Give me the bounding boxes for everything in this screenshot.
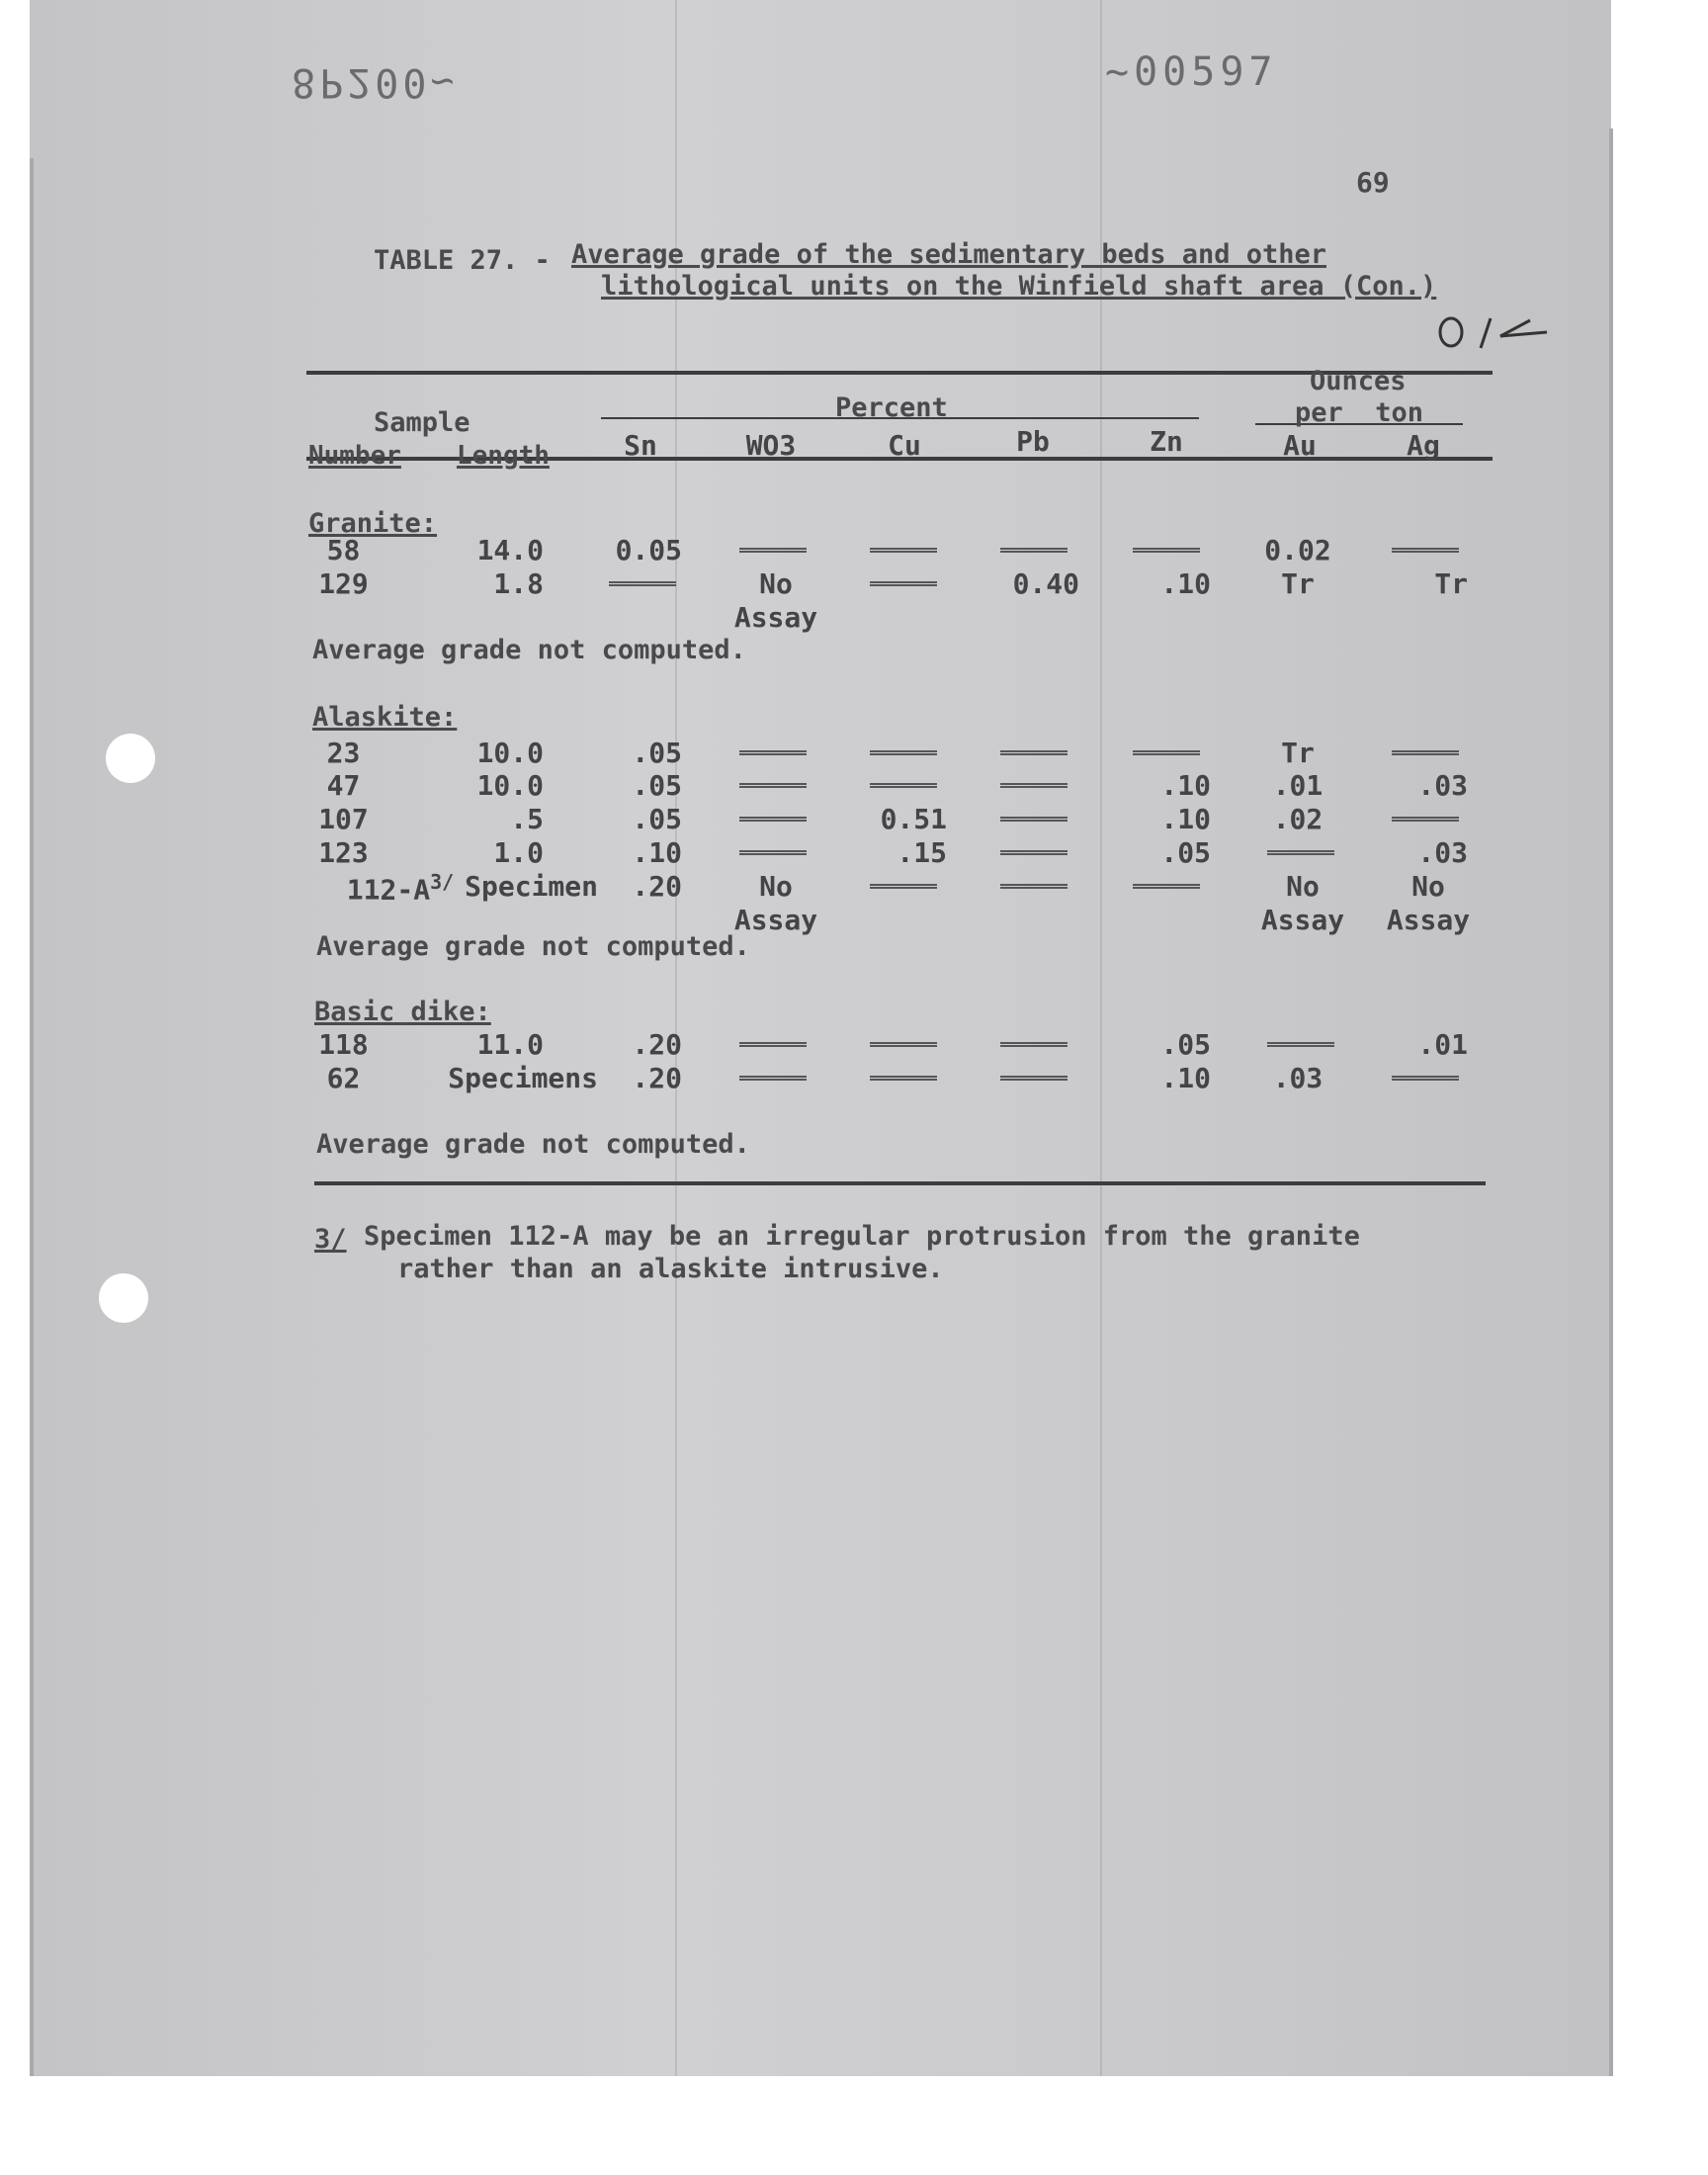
cell-sn: 0.05 xyxy=(615,534,682,566)
section-title-basic-dike: Basic dike: xyxy=(314,997,491,1027)
cell-sn: .20 xyxy=(632,1062,682,1094)
empty-dash-au xyxy=(1267,850,1334,855)
empty-dash-pb xyxy=(1000,1042,1068,1047)
note-basic-dike: Average grade not computed. xyxy=(316,1129,750,1160)
header-ounces: Ounces xyxy=(1310,366,1407,396)
cell-au: .03 xyxy=(1272,1062,1324,1094)
empty-dash-pb xyxy=(1000,1076,1068,1081)
footnote-ref: 3/ xyxy=(430,870,455,894)
cell-number: 23 xyxy=(326,737,361,769)
empty-dash-ag xyxy=(1392,750,1459,755)
empty-dash-ag xyxy=(1392,1076,1459,1081)
empty-dash-zn xyxy=(1133,884,1200,889)
cell-length: 1.0 xyxy=(493,836,544,869)
empty-dash-cu xyxy=(870,1076,937,1081)
cell-cu: 0.51 xyxy=(880,803,947,835)
cell-number-text: 112-A xyxy=(346,873,431,907)
cell-length: 10.0 xyxy=(476,769,544,802)
no-assay-word: Assay xyxy=(1386,904,1471,936)
cell-wo3-no-assay xyxy=(726,567,825,635)
cell-sn: .05 xyxy=(632,737,682,769)
section-title-alaskite: Alaskite: xyxy=(312,702,458,733)
header-col-wo3: WO3 xyxy=(745,429,797,462)
cell-length: Specimen xyxy=(465,870,598,903)
cell-number: 118 xyxy=(318,1028,369,1061)
table-title-prefix: TABLE 27. - xyxy=(374,245,567,276)
empty-dash-cu xyxy=(870,548,937,553)
cell-ag: .01 xyxy=(1417,1028,1468,1061)
empty-dash-wo3 xyxy=(739,817,807,822)
cell-sn: .05 xyxy=(632,803,682,835)
cell-length: 11.0 xyxy=(476,1028,544,1061)
cell-ag: .03 xyxy=(1417,836,1468,869)
empty-dash-wo3 xyxy=(739,548,807,553)
cell-sn: .20 xyxy=(632,870,682,903)
empty-dash-ag xyxy=(1392,817,1459,822)
empty-dash-cu xyxy=(870,884,937,889)
stamp-left: 8P200~ xyxy=(292,59,459,105)
scanned-page xyxy=(30,0,1611,2076)
no-assay-word: Assay xyxy=(1260,904,1345,936)
cell-au: Tr xyxy=(1281,737,1315,769)
cell-number: 107 xyxy=(318,803,369,835)
cell-ag: .03 xyxy=(1417,769,1468,802)
no-assay-word: Assay xyxy=(733,601,818,634)
cell-pb: 0.40 xyxy=(1012,567,1079,600)
empty-dash-cu xyxy=(870,750,937,755)
empty-dash-au xyxy=(1267,1042,1334,1047)
cell-zn: .10 xyxy=(1160,769,1211,802)
footnote-line2: rather than an alaskite intrusive. xyxy=(397,1254,944,1284)
cell-number: 62 xyxy=(326,1062,361,1094)
table-title-line1: Average grade of the sedimentary beds and other xyxy=(571,239,1327,270)
empty-dash-wo3 xyxy=(739,850,807,855)
cell-ag-no-assay xyxy=(1379,870,1478,937)
cell-zn: .10 xyxy=(1160,567,1211,600)
empty-dash-pb xyxy=(1000,548,1068,553)
note-alaskite: Average grade not computed. xyxy=(316,931,750,962)
table-bottom-rule xyxy=(314,1181,1486,1185)
cell-sn: .05 xyxy=(632,769,682,802)
cell-number: 129 xyxy=(318,567,369,600)
handwritten-mark xyxy=(1433,308,1562,358)
header-per-ton: per ton xyxy=(1295,397,1424,428)
cell-zn: .05 xyxy=(1160,1028,1211,1061)
no-assay-word: No xyxy=(759,870,793,903)
cell-number: 123 xyxy=(318,836,369,869)
header-length: Length xyxy=(457,441,550,471)
footnote-line1: Specimen 112-A may be an irregular protrusion from the granite xyxy=(364,1221,1360,1252)
fold-line xyxy=(1100,0,1102,2076)
header-col-au: Au xyxy=(1283,429,1317,462)
cell-au-no-assay xyxy=(1253,870,1352,937)
cell-cu: .15 xyxy=(897,836,947,869)
cell-zn: .10 xyxy=(1160,803,1211,835)
empty-dash-sn xyxy=(609,581,676,586)
cell-length: 1.8 xyxy=(493,567,544,600)
cell-au: 0.02 xyxy=(1264,534,1331,566)
cell-zn: .10 xyxy=(1160,1062,1211,1094)
empty-dash-zn xyxy=(1133,750,1200,755)
punch-hole xyxy=(99,1273,148,1323)
empty-dash-pb xyxy=(1000,850,1068,855)
footnote-marker: 3/ xyxy=(314,1224,347,1255)
empty-dash-cu xyxy=(870,581,937,586)
empty-dash-wo3 xyxy=(739,750,807,755)
cell-zn: .05 xyxy=(1160,836,1211,869)
no-assay-word: No xyxy=(1411,870,1445,903)
table-title-line2: lithological units on the Winfield shaft area (Con.) xyxy=(601,271,1437,302)
note-granite: Average grade not computed. xyxy=(312,635,746,665)
header-sample: Sample xyxy=(374,407,470,438)
cell-sn: .10 xyxy=(632,836,682,869)
empty-dash-pb xyxy=(1000,817,1068,822)
cell-length: 10.0 xyxy=(476,737,544,769)
cell-ag: Tr xyxy=(1434,567,1468,600)
header-col-zn: Zn xyxy=(1150,425,1183,458)
punch-hole xyxy=(106,734,155,783)
no-assay-word: No xyxy=(1286,870,1320,903)
empty-dash-ag xyxy=(1392,548,1459,553)
cell-au: .01 xyxy=(1272,769,1324,802)
empty-dash-pb xyxy=(1000,884,1068,889)
cell-length: 14.0 xyxy=(476,534,544,566)
cell-au: Tr xyxy=(1281,567,1315,600)
header-col-pb: Pb xyxy=(1016,425,1050,458)
cell-number: 47 xyxy=(326,769,361,802)
cell-sn: .20 xyxy=(632,1028,682,1061)
cell-length: Specimens xyxy=(448,1062,598,1094)
paper-edge-left xyxy=(30,158,34,2076)
header-number: Number xyxy=(308,441,401,471)
empty-dash-cu xyxy=(870,783,937,788)
stamp-right: ~00597 xyxy=(1105,49,1278,95)
no-assay-word: Assay xyxy=(733,904,818,936)
cell-number: 58 xyxy=(326,534,361,566)
page-number: 69 xyxy=(1356,166,1390,199)
empty-dash-wo3 xyxy=(739,783,807,788)
header-percent: Percent xyxy=(835,392,948,423)
empty-dash-zn xyxy=(1133,548,1200,553)
header-col-ag: Ag xyxy=(1407,429,1440,462)
empty-dash-pb xyxy=(1000,783,1068,788)
no-assay-word: No xyxy=(759,567,793,600)
header-col-cu: Cu xyxy=(888,429,921,462)
cell-length: .5 xyxy=(510,803,544,835)
empty-dash-wo3 xyxy=(739,1076,807,1081)
paper-edge-right xyxy=(1609,129,1613,2076)
cell-wo3-no-assay xyxy=(726,870,825,937)
header-col-sn: Sn xyxy=(624,429,657,462)
empty-dash-wo3 xyxy=(739,1042,807,1047)
section-title-granite: Granite: xyxy=(308,508,438,539)
empty-dash-cu xyxy=(870,1042,937,1047)
cell-au: .02 xyxy=(1272,803,1324,835)
empty-dash-pb xyxy=(1000,750,1068,755)
